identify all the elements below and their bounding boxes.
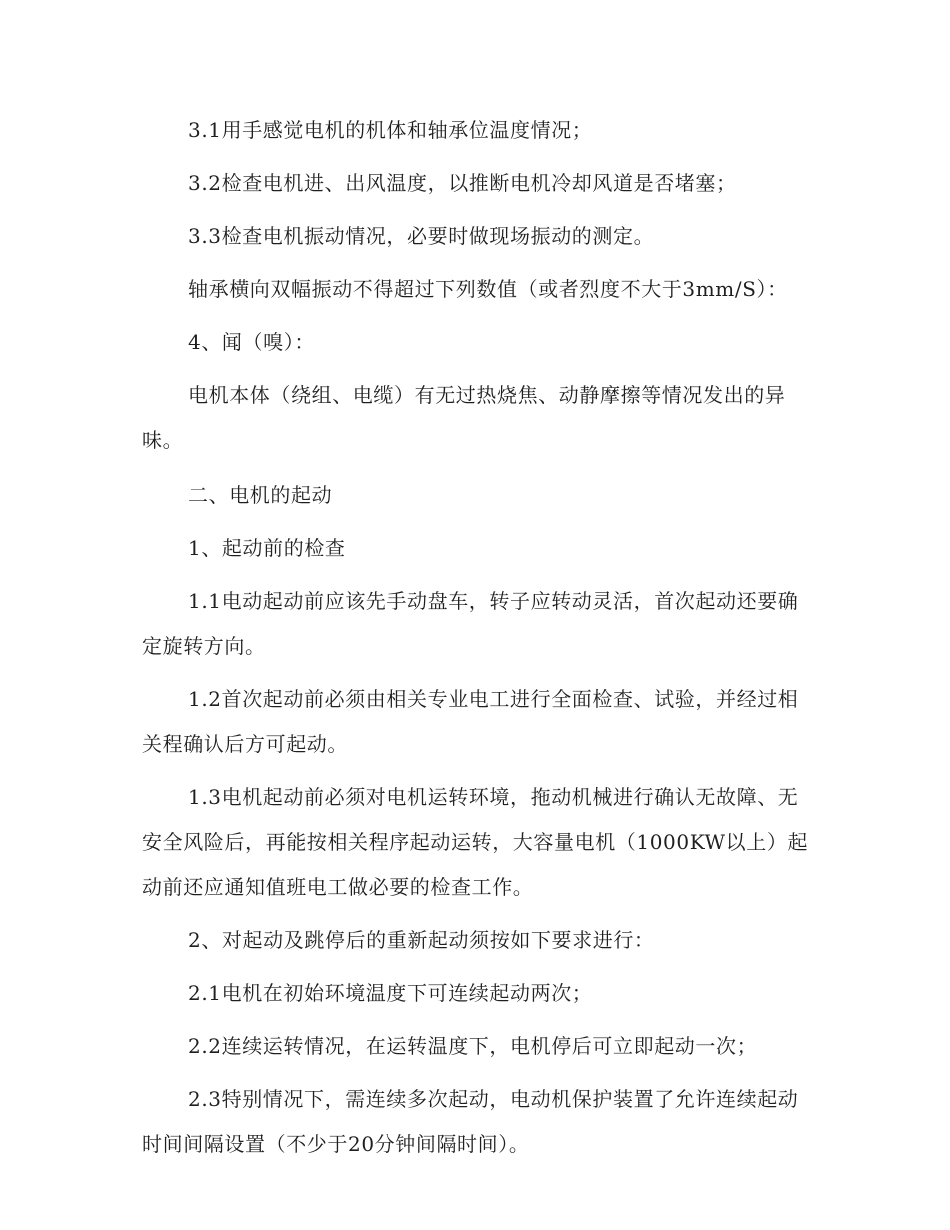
- paragraph-3-2: 3.2检查电机进、出风温度，以推断电机冷却风道是否堵塞；: [188, 171, 737, 195]
- paragraph-3-3: 3.3检查电机振动情况，必要时做现场振动的测定。: [188, 224, 655, 248]
- paragraph-vibration-limit: 轴承横向双幅振动不得超过下列数值（或者烈度不大于3mm/S）：: [188, 277, 788, 301]
- document-body: [142, 108, 812, 1167]
- paragraph-1-2: 1.2首次起动前必须由相关专业电工进行全面检查、试验，并经过相关程确认后方可起动。: [142, 687, 799, 756]
- paragraph-2-1: 2.1电机在初始环境温度下可连续起动两次；: [188, 981, 593, 1005]
- paragraph-3-1: 3.1用手感觉电机的机体和轴承位温度情况；: [188, 118, 593, 142]
- subheading-pre-start-check: 1、起动前的检查: [188, 536, 346, 560]
- subheading-restart-requirements: 2、对起动及跳停后的重新起动须按如下要求进行：: [188, 928, 655, 952]
- paragraph-2-3: 2.3特别情况下，需连续多次起动，电动机保护装置了允许连续起动时间间隔设置（不少于20分钟间隔时间）。: [142, 1087, 799, 1156]
- paragraph-1-1: 1.1电动起动前应该先手动盘车，转子应转动灵活，首次起动还要确定旋转方向。: [142, 589, 799, 658]
- paragraph-smell-body: 电机本体（绕组、电缆）有无过热烧焦、动静摩擦等情况发出的异味。: [142, 383, 786, 452]
- section-heading-motor-start: 二、电机的起动: [188, 483, 333, 507]
- paragraph-1-3: 1.3电机起动前必须对电机运转环境，拖动机械进行确认无故障、无安全风险后，再能按相关程序起动运转，大容量电机（1000KW以上）起动前还应通知值班电工做必要的检查工作。: [142, 785, 809, 899]
- paragraph-2-2: 2.2连续运转情况，在运转温度下，电机停后可立即起动一次；: [188, 1034, 758, 1058]
- paragraph-smell-heading: 4、闻（嗅）：: [188, 330, 315, 354]
